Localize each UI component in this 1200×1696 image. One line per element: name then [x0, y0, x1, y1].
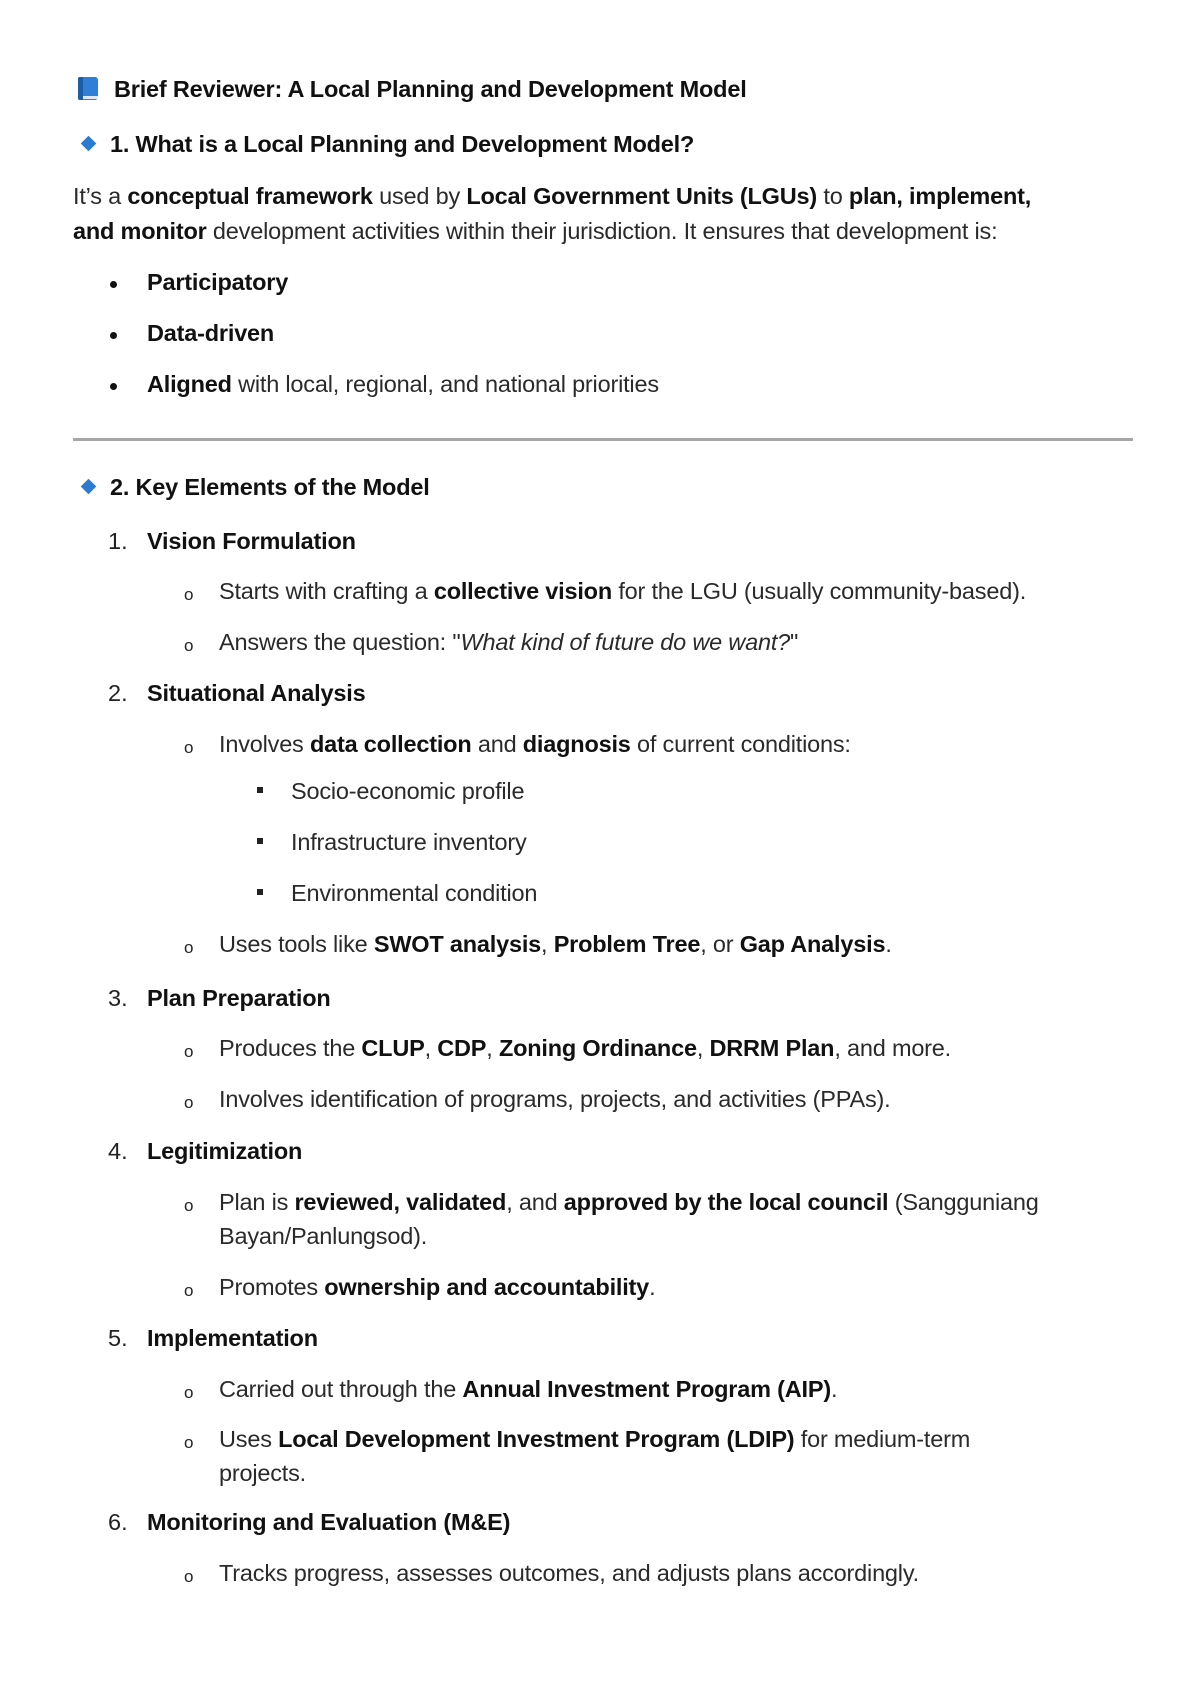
circle-bullet-icon: o [184, 1433, 194, 1452]
square-bullet-icon [257, 787, 263, 793]
sub-text: , [424, 1035, 438, 1061]
list-number: 3. [108, 985, 128, 1011]
sub-bold: Annual Investment Program (AIP) [462, 1376, 831, 1402]
intro-text: It’s a [73, 183, 128, 209]
sub-text: Uses [219, 1426, 279, 1452]
circle-bullet-icon: o [184, 1196, 194, 1215]
sub-sub-item: Environmental condition [291, 880, 538, 906]
section-2-heading [76, 470, 430, 504]
bullet-dot-icon [110, 281, 117, 288]
sub-sub-item: Infrastructure inventory [291, 829, 527, 855]
list-number: 6. [108, 1509, 128, 1535]
sub-item [219, 1270, 655, 1304]
sub-bold: CDP [437, 1035, 487, 1061]
intro-paragraph-line-2 [73, 214, 997, 248]
sub-text: Involves [219, 731, 310, 757]
sub-text: . [885, 931, 892, 957]
sub-item [219, 574, 1026, 608]
sub-item [219, 1372, 837, 1406]
sub-italic: What kind of future do we want? [460, 629, 791, 655]
sub-item-continuation: Bayan/Panlungsod). [219, 1223, 428, 1249]
bullet-item [147, 316, 274, 350]
bullet-item [147, 265, 288, 299]
element-title-situational: Situational Analysis [147, 680, 366, 706]
intro-text: to [817, 183, 849, 209]
sub-text: " [790, 629, 799, 655]
diamond-bullet-icon [81, 136, 97, 152]
sub-item [219, 625, 798, 659]
sub-text: Plan is [219, 1189, 295, 1215]
list-number: 5. [108, 1325, 128, 1351]
sub-item [219, 727, 851, 761]
sub-item [219, 1031, 951, 1065]
bullet-dot-icon [110, 332, 117, 339]
sub-text: of current conditions: [630, 731, 851, 757]
sub-bold: approved by the local council [563, 1189, 889, 1215]
bullet-bold: Participatory [147, 269, 289, 295]
document-title-text: Brief Reviewer: A Local Planning and Development Model [114, 76, 747, 102]
section-1-heading [76, 127, 694, 161]
square-bullet-icon [257, 838, 263, 844]
sub-bold: Problem Tree [553, 931, 701, 957]
bullet-text: with local, regional, and national priorities [231, 371, 659, 397]
circle-bullet-icon: o [184, 585, 194, 604]
section-1-heading-text: 1. What is a Local Planning and Development Model? [110, 131, 695, 157]
bullet-dot-icon [110, 383, 117, 390]
sub-bold: data collection [309, 731, 472, 757]
sub-bold: collective vision [433, 578, 612, 604]
sub-item: Tracks progress, assesses outcomes, and adjusts plans accordingly. [219, 1560, 919, 1586]
sub-text: . [649, 1274, 656, 1300]
sub-item [219, 1422, 970, 1456]
circle-bullet-icon: o [184, 1093, 194, 1112]
sub-bold: Zoning Ordinance [498, 1035, 697, 1061]
sub-item-continuation: projects. [219, 1460, 307, 1486]
book-icon [76, 76, 100, 102]
sub-bold: reviewed, validated [294, 1189, 507, 1215]
sub-text: . [830, 1376, 838, 1402]
diamond-bullet-icon [81, 479, 97, 495]
sub-text: Answers the question: " [219, 629, 461, 655]
sub-bold: Local Development Investment Program (LDIP) [278, 1426, 795, 1452]
sub-text: and [471, 731, 523, 757]
sub-text: , or [700, 931, 740, 957]
sub-text: Uses tools like [219, 931, 374, 957]
element-title-vision: Vision Formulation [147, 528, 356, 554]
list-number: 4. [108, 1138, 128, 1164]
sub-text: Starts with crafting a [219, 578, 434, 604]
circle-bullet-icon: o [184, 1042, 194, 1061]
sub-text: for the LGU (usually community-based). [611, 578, 1027, 604]
sub-bold: ownership and accountability [324, 1274, 650, 1300]
bullet-bold: Data-driven [147, 320, 275, 346]
circle-bullet-icon: o [184, 738, 194, 757]
circle-bullet-icon: o [184, 938, 194, 957]
sub-text: Produces the [219, 1035, 362, 1061]
sub-bold: Gap Analysis [739, 931, 886, 957]
intro-paragraph-line-1 [73, 179, 1031, 213]
intro-bold-term: and monitor [73, 218, 207, 244]
element-title-implementation: Implementation [147, 1325, 318, 1351]
sub-text: (Sangguniang [888, 1189, 1039, 1215]
sub-item: Involves identification of programs, projects, and activities (PPAs). [219, 1086, 891, 1112]
sub-text: , [541, 931, 554, 957]
section-2-heading-text: 2. Key Elements of the Model [110, 474, 430, 500]
sub-text: Carried out through the [219, 1376, 463, 1402]
sub-bold: DRRM Plan [709, 1035, 835, 1061]
intro-bold-term: conceptual framework [127, 183, 373, 209]
document-title [76, 72, 747, 106]
intro-text: used by [372, 183, 467, 209]
sub-bold: CLUP [361, 1035, 425, 1061]
element-title-monitoring: Monitoring and Evaluation (M&E) [147, 1509, 511, 1535]
circle-bullet-icon: o [184, 1281, 194, 1300]
bullet-item [147, 367, 659, 401]
sub-text: , and [506, 1189, 564, 1215]
sub-text: , and more. [834, 1035, 952, 1061]
intro-text: development activities within their jurisdiction. It ensures that development is: [206, 218, 998, 244]
list-number: 1. [108, 528, 128, 554]
square-bullet-icon [257, 889, 263, 895]
circle-bullet-icon: o [184, 1383, 194, 1402]
list-number: 2. [108, 680, 128, 706]
bullet-bold: Aligned [147, 371, 232, 397]
sub-bold: SWOT analysis [373, 931, 542, 957]
section-divider [73, 438, 1133, 441]
intro-bold-term: Local Government Units (LGUs) [466, 183, 818, 209]
sub-sub-item: Socio-economic profile [291, 778, 525, 804]
circle-bullet-icon: o [184, 1567, 194, 1586]
element-title-legitimization: Legitimization [147, 1138, 303, 1164]
sub-item [219, 1185, 1039, 1219]
circle-bullet-icon: o [184, 636, 194, 655]
intro-bold-term: plan, implement, [848, 183, 1032, 209]
element-title-plan: Plan Preparation [147, 985, 331, 1011]
sub-text: , [696, 1035, 710, 1061]
sub-bold: diagnosis [522, 731, 631, 757]
sub-text: Promotes [219, 1274, 325, 1300]
sub-item [219, 927, 892, 961]
sub-text: , [486, 1035, 499, 1061]
sub-text: for medium-term [794, 1426, 971, 1452]
